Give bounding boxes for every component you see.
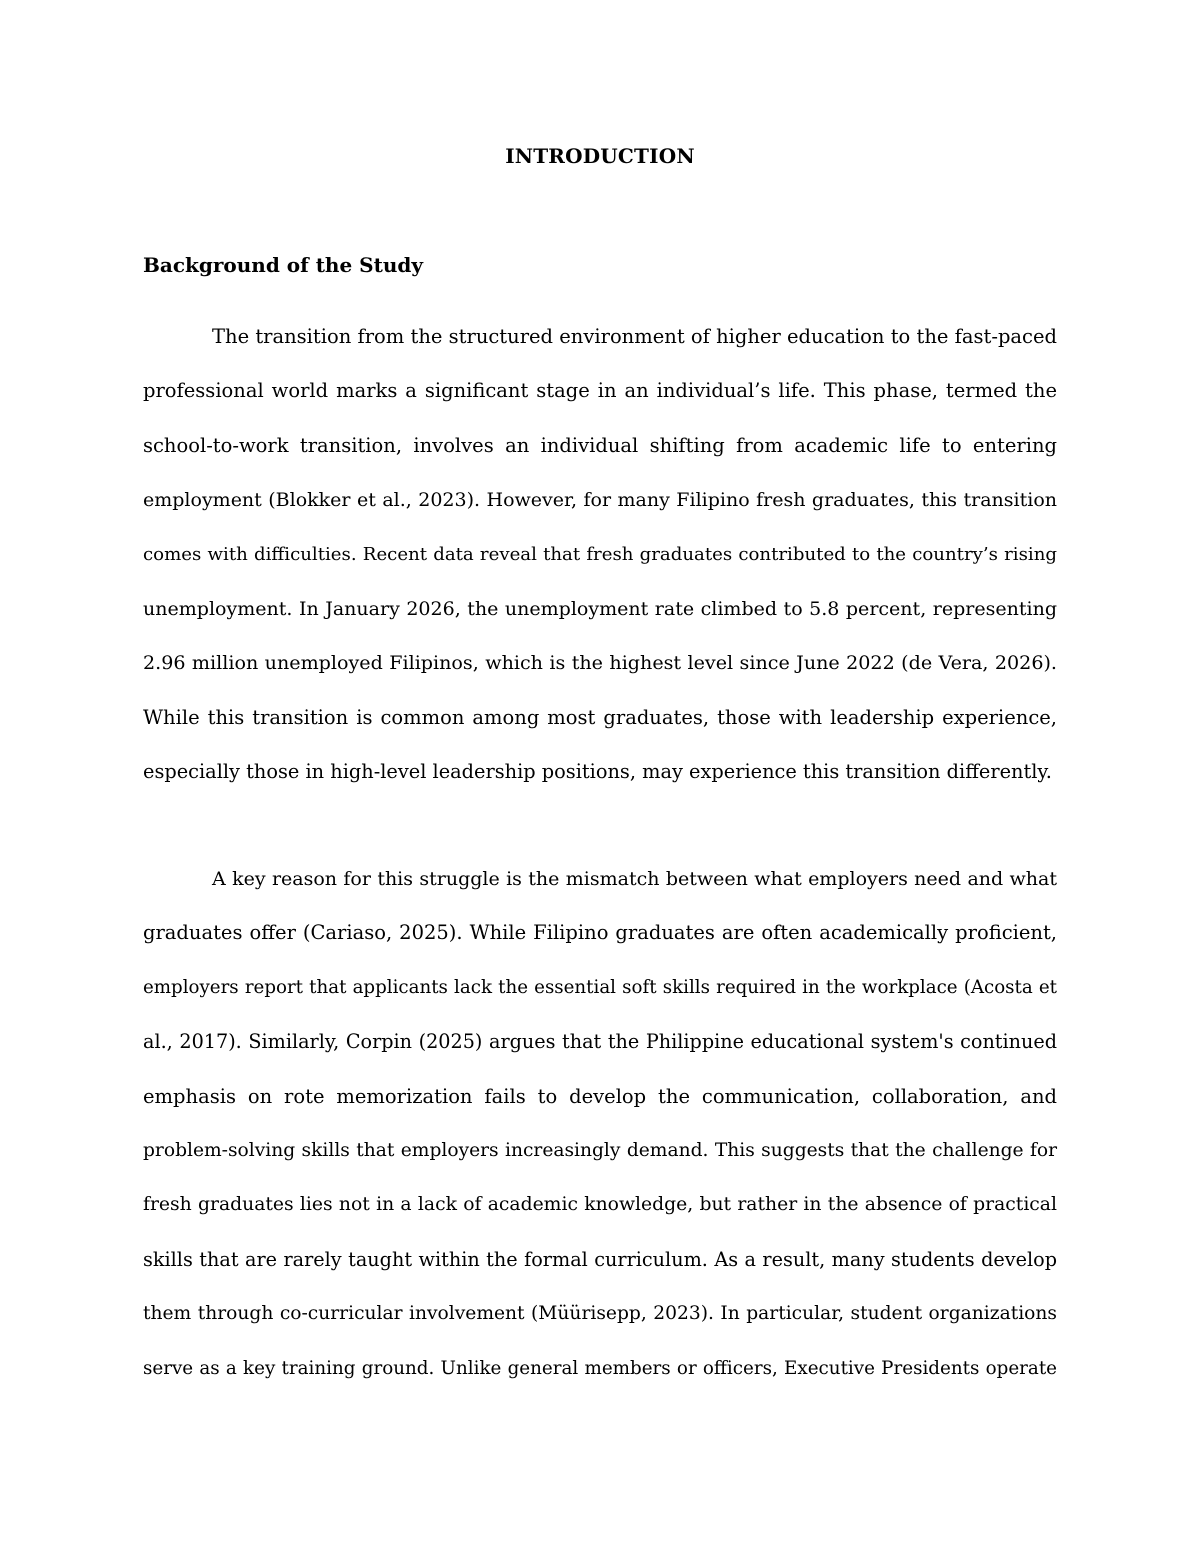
paragraph-line: especially those in high-level leadership positions, may experience this transition differently.	[143, 760, 1052, 784]
paragraph-line: professional world marks a significant stage in an individual’s life. This phase, termed the	[143, 379, 1057, 403]
paragraph-line: comes with difficulties. Recent data reveal that fresh graduates contributed to the country’s rising	[143, 543, 1057, 565]
paragraph-line: graduates offer (Cariaso, 2025). While Filipino graduates are often academically proficient,	[143, 921, 1057, 945]
paragraph-line: employment (Blokker et al., 2023). However, for many Filipino fresh graduates, this transition	[143, 489, 1057, 512]
paragraph-line: serve as a key training ground. Unlike general members or officers, Executive Presidents operate	[143, 1357, 1057, 1379]
paragraph-line: employers report that applicants lack the essential soft skills required in the workplace (Acosta et	[143, 976, 1057, 998]
paragraph-line: 2.96 million unemployed Filipinos, which is the highest level since June 2022 (de Vera, 2026).	[143, 651, 1057, 675]
section-title: Background of the Study	[143, 253, 423, 277]
paragraph-line: unemployment. In January 2026, the unemployment rate climbed to 5.8 percent, representing	[143, 597, 1057, 620]
paragraph-1	[143, 324, 1057, 814]
paragraph-line: problem-solving skills that employers increasingly demand. This suggests that the challenge for	[143, 1139, 1057, 1161]
paragraph-line: al., 2017). Similarly, Corpin (2025) argues that the Philippine educational system's continued	[143, 1030, 1057, 1054]
paragraph-line: fresh graduates lies not in a lack of academic knowledge, but rather in the absence of practical	[143, 1194, 1057, 1216]
paragraph-line: A key reason for this struggle is the mismatch between what employers need and what	[212, 868, 1057, 890]
document-heading: INTRODUCTION	[505, 144, 695, 168]
paragraph-line: emphasis on rote memorization fails to develop the communication, collaboration, and	[143, 1084, 1057, 1108]
paragraph-line: school-to-work transition, involves an individual shifting from academic life to entering	[143, 433, 1057, 457]
paragraph-line: skills that are rarely taught within the formal curriculum. As a result, many students develop	[143, 1247, 1057, 1271]
paragraph-line: The transition from the structured environment of higher education to the fast-paced	[212, 325, 1057, 348]
paragraph-2	[143, 866, 1057, 1410]
paragraph-line: While this transition is common among most graduates, those with leadership experience,	[143, 705, 1057, 729]
paragraph-line: them through co-curricular involvement (Müürisepp, 2023). In particular, student organizations	[143, 1303, 1057, 1325]
